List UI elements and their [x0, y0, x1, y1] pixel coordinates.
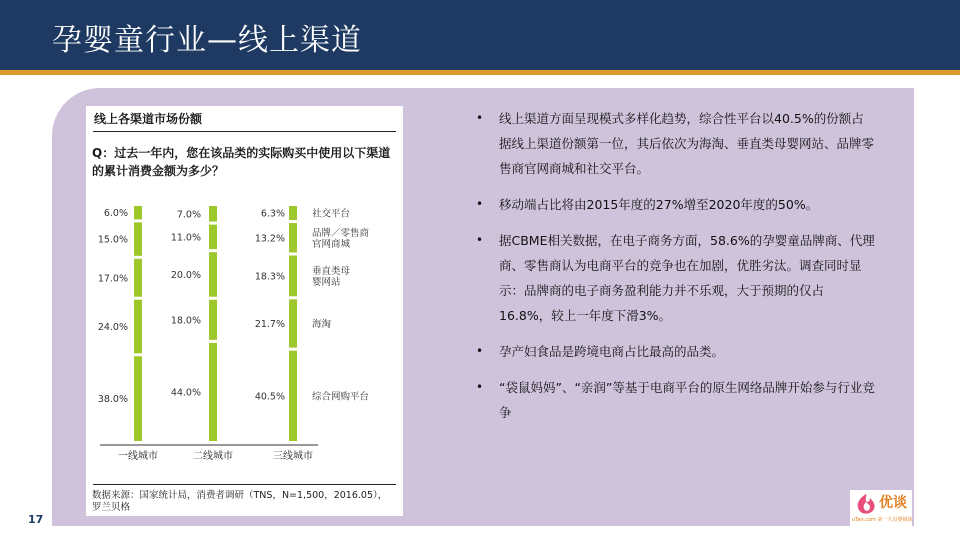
series-label — [312, 318, 332, 330]
page-title: 孕婴童行业—线上渠道 — [52, 23, 362, 58]
chart-question: Q：过去一年内，您在该品类的实际购买中使用以下渠道的累计消费金额为多少？ — [92, 146, 391, 178]
bullet-item: • 据CBME相关数据，在电子商务方面，58.6%的孕婴童品牌商、代理商、零售商认为电商平台的竞争也在加剧，优胜劣汰。调查同时显示：品牌商的电子商务盈利能力并不乐观，大于预期的仅占16.8%，较上一年度下滑3%。 — [476, 228, 876, 328]
logo-flame-icon — [854, 493, 878, 515]
series-label — [312, 390, 370, 402]
bar-segment — [134, 300, 142, 354]
category-label: 三线城市 — [273, 451, 313, 462]
data-label: 44.0% — [170, 387, 201, 399]
series-label — [312, 265, 351, 288]
data-label: 20.0% — [170, 269, 201, 281]
data-label: 6.0% — [103, 208, 128, 220]
data-label: 11.0% — [170, 232, 201, 244]
logo-tagline: uTan.com 第一大母婴媒体 — [852, 517, 913, 523]
bullet-item: • 孕产妇食品是跨境电商占比最高的品类。 — [476, 339, 876, 364]
bullet-list — [476, 106, 876, 436]
data-label: 18.3% — [254, 271, 285, 283]
series-label-line: 垂直类母 — [312, 265, 351, 277]
page-number: 17 — [28, 513, 44, 526]
series-label — [312, 227, 370, 250]
series-label-line: 海淘 — [312, 318, 332, 330]
bar-segment — [209, 225, 217, 250]
data-label: 21.7% — [254, 318, 285, 330]
data-label: 38.0% — [97, 394, 128, 406]
bar-segment — [209, 252, 217, 297]
bar-segment — [134, 222, 142, 255]
data-label: 18.0% — [170, 315, 201, 327]
data-label: 40.5% — [254, 391, 285, 403]
bar-segment — [289, 206, 297, 220]
bar-segment — [289, 223, 297, 252]
series-label — [312, 208, 351, 220]
chart-divider-top — [93, 131, 396, 132]
data-label: 15.0% — [97, 234, 128, 246]
data-label: 13.2% — [254, 233, 285, 245]
bar-segment — [289, 299, 297, 347]
logo — [850, 490, 912, 526]
bar-segment — [134, 206, 142, 219]
category-label: 一线城市 — [118, 451, 158, 462]
chart-card — [86, 106, 403, 516]
data-label: 7.0% — [176, 209, 201, 221]
bullet-item: • 线上渠道方面呈现模式多样化趋势，综合性平台以40.5%的份额占据线上渠道份额第一位，其后依次为海淘、垂直类母婴网站、品牌零售商官网商城和社交平台。 — [476, 106, 876, 181]
bar-segment — [134, 259, 142, 297]
chart-divider-bottom — [93, 484, 396, 485]
chart-title: 线上各渠道市场份额 — [94, 112, 203, 126]
chart-source: 数据来源：国家统计局，消费者调研（TNS，N=1,500，2016.05），罗兰贝格 — [92, 490, 388, 513]
series-label-line: 品牌／零售商 — [312, 227, 370, 239]
bullet-item: • 移动端占比将由2015年度的27%增至2020年度的50%。 — [476, 192, 876, 217]
stacked-bar-chart — [86, 196, 403, 486]
bar-segment — [289, 255, 297, 296]
series-label-line: 社交平台 — [312, 208, 351, 220]
data-label: 24.0% — [97, 322, 128, 333]
bar-segment — [289, 351, 297, 441]
logo-name: 优谈 — [879, 495, 907, 511]
title-bar-accent-line — [0, 70, 960, 75]
series-label-line: 综合网购平台 — [312, 391, 370, 403]
data-label: 17.0% — [97, 273, 128, 285]
category-label: 二线城市 — [193, 451, 233, 462]
series-label-line: 官网商城 — [312, 238, 351, 250]
bar-segment — [134, 356, 142, 441]
bar-segment — [209, 206, 217, 222]
data-label: 6.3% — [260, 208, 285, 220]
bullet-item: • “袋鼠妈妈”、“亲润”等基于电商平台的原生网络品牌开始参与行业竞争 — [476, 375, 876, 425]
bar-segment — [209, 343, 217, 441]
series-label-line: 婴网站 — [312, 276, 341, 288]
bar-segment — [209, 300, 217, 340]
